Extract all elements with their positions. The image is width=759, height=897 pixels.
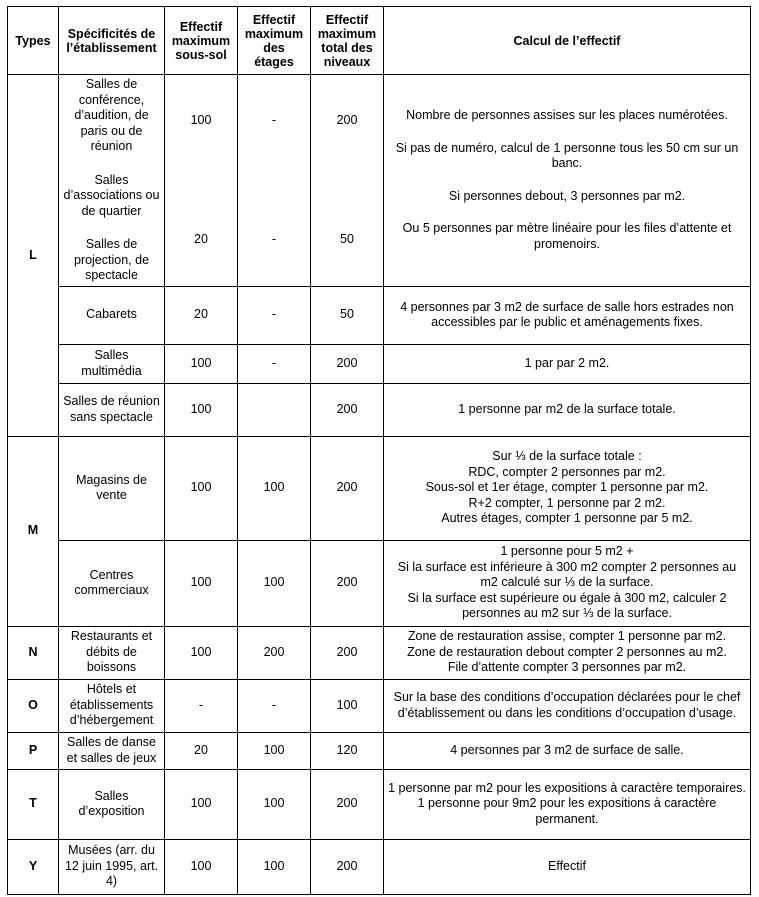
table-row: [8, 769, 751, 839]
sous-sol-cell: 100: [165, 344, 238, 383]
specificite-text: Salles de projection, de spectacle: [73, 237, 150, 282]
specificite-cell: [59, 75, 165, 287]
calcul-cell: [384, 75, 751, 287]
calcul-text: Sur ⅓ de la surface totale :: [492, 449, 642, 464]
calcul-cell: Effectif: [384, 839, 751, 894]
sous-sol-cell: 100: [165, 383, 238, 436]
sous-sol-cell: 100: [165, 769, 238, 839]
calcul-text: Si la surface est inférieure à 300 m2 compter 2 personnes au m2 calculé sur ⅓ de la surface.: [397, 559, 737, 590]
type-cell: Y: [8, 839, 59, 894]
total-cell: 200: [311, 769, 384, 839]
etages-cell: 200: [238, 626, 311, 679]
calcul-text: Si pas de numéro, calcul de 1 personne tous les 50 cm sur un banc.: [395, 140, 739, 171]
specificite-cell: Salles de danse et salles de jeux: [59, 732, 165, 769]
sous-sol-cell: 100: [165, 436, 238, 540]
etages-cell: 100: [238, 839, 311, 894]
table-row: [8, 839, 751, 894]
table-row: [8, 344, 751, 383]
effectif-table: [7, 6, 751, 895]
table-row: [8, 540, 751, 626]
total-cell: [311, 75, 384, 287]
sous-sol-cell: 20: [165, 732, 238, 769]
type-cell: T: [8, 769, 59, 839]
specificite-cell: Salles multimédia: [59, 344, 165, 383]
sous-sol-cell: 100: [165, 540, 238, 626]
calcul-text: Zone de restauration debout compter 2 personnes au m2.: [407, 644, 727, 659]
type-cell: L: [8, 75, 59, 437]
sous-sol-cell: [165, 75, 238, 287]
calcul-text: Si personnes debout, 3 personnes par m2.: [448, 188, 686, 203]
header-calcul: Calcul de l’effectif: [384, 7, 751, 75]
header-types: Types: [8, 7, 59, 75]
value-text: 20: [194, 232, 208, 247]
specificite-cell: Centres commerciaux: [59, 540, 165, 626]
specificite-cell: Musées (arr. du 12 juin 1995, art. 4): [59, 839, 165, 894]
type-cell: O: [8, 679, 59, 732]
calcul-cell: 4 personnes par 3 m2 de surface de salle.: [384, 732, 751, 769]
total-cell: 200: [311, 839, 384, 894]
value-text: -: [271, 232, 277, 247]
specificite-cell: Restaurants et débits de boissons: [59, 626, 165, 679]
header-total: Effectif maximum total des niveaux: [311, 7, 384, 75]
calcul-text: Sous-sol et 1er étage, compter 1 personne par m2.: [425, 480, 709, 495]
calcul-cell: 1 personne par m2 de la surface totale.: [384, 383, 751, 436]
etages-cell: [238, 383, 311, 436]
table-row: [8, 732, 751, 769]
value-text: -: [271, 112, 277, 127]
value-text: 200: [336, 112, 358, 127]
table-row: [8, 383, 751, 436]
specificite-text: Salles d’associations ou de quartier: [63, 172, 160, 218]
table-row: [8, 679, 751, 732]
type-cell: P: [8, 732, 59, 769]
calcul-text: Nombre de personnes assises sur les places numérotées.: [406, 108, 728, 123]
total-cell: 200: [311, 383, 384, 436]
etages-cell: [238, 75, 311, 287]
total-cell: 120: [311, 732, 384, 769]
total-cell: 200: [311, 626, 384, 679]
type-cell: N: [8, 626, 59, 679]
sous-sol-cell: 100: [165, 839, 238, 894]
calcul-cell: 1 par par 2 m2.: [384, 344, 751, 383]
header-specificites: Spécificités de l’établissement: [59, 7, 165, 75]
calcul-cell: [384, 436, 751, 540]
specificite-cell: Magasins de vente: [59, 436, 165, 540]
etages-cell: -: [238, 679, 311, 732]
header-row: [8, 7, 751, 75]
etages-cell: 100: [238, 540, 311, 626]
value-text: 50: [340, 232, 354, 247]
table-row: [8, 75, 751, 287]
etages-cell: 100: [238, 732, 311, 769]
specificite-cell: Hôtels et établissements d’hébergement: [59, 679, 165, 732]
calcul-text: Ou 5 personnes par mètre linéaire pour les files d’attente et promenoirs.: [402, 221, 732, 251]
calcul-text: Si la surface est supérieure ou égale à 300 m2, calculer 2 personnes au m2 sur ⅓ de la surface.: [407, 590, 727, 621]
etages-cell: -: [238, 344, 311, 383]
calcul-text: 1 personne par m2 pour les expositions à caractère temporaires.: [388, 780, 746, 795]
etages-cell: -: [238, 286, 311, 344]
value-text: 100: [190, 112, 212, 127]
calcul-text: Zone de restauration assise, compter 1 personne par m2.: [407, 629, 727, 644]
calcul-text: 1 personne pour 5 m2 +: [500, 544, 634, 559]
table-row: [8, 436, 751, 540]
calcul-text: Autres étages, compter 1 personne par 5 m2.: [441, 511, 693, 526]
header-etages: Effectif maximum des étages: [238, 7, 311, 75]
type-cell: M: [8, 436, 59, 626]
calcul-text: RDC, compter 2 personnes par m2.: [468, 464, 666, 479]
sous-sol-cell: 100: [165, 626, 238, 679]
etages-cell: 100: [238, 436, 311, 540]
calcul-cell: [384, 626, 751, 679]
sous-sol-cell: 20: [165, 286, 238, 344]
calcul-text: File d’attente compter 3 personnes par m2.: [447, 660, 687, 675]
calcul-text: R+2 compter, 1 personne par 2 m2.: [468, 495, 666, 510]
calcul-cell: [384, 540, 751, 626]
total-cell: 100: [311, 679, 384, 732]
total-cell: 200: [311, 436, 384, 540]
specificite-cell: Cabarets: [59, 286, 165, 344]
total-cell: 200: [311, 344, 384, 383]
specificite-text: Salles de conférence, d’audition, de paris ou de réunion: [74, 77, 149, 153]
table-row: [8, 286, 751, 344]
sous-sol-cell: -: [165, 679, 238, 732]
calcul-cell: Sur la base des conditions d’occupation déclarées pour le chef d’établissement ou dans les conditions d’occupation d’usage.: [384, 679, 751, 732]
etages-cell: 100: [238, 769, 311, 839]
calcul-cell: 4 personnes par 3 m2 de surface de salle hors estrades non accessibles par le public et aménagements fixes.: [384, 286, 751, 344]
table-row: [8, 626, 751, 679]
calcul-cell: [384, 769, 751, 839]
header-sous-sol: Effectif maximum sous-sol: [165, 7, 238, 75]
total-cell: 50: [311, 286, 384, 344]
calcul-text: 1 personne pour 9m2 pour les expositions à caractère permanent.: [417, 796, 717, 826]
specificite-cell: Salles de réunion sans spectacle: [59, 383, 165, 436]
specificite-cell: Salles d’exposition: [59, 769, 165, 839]
total-cell: 200: [311, 540, 384, 626]
